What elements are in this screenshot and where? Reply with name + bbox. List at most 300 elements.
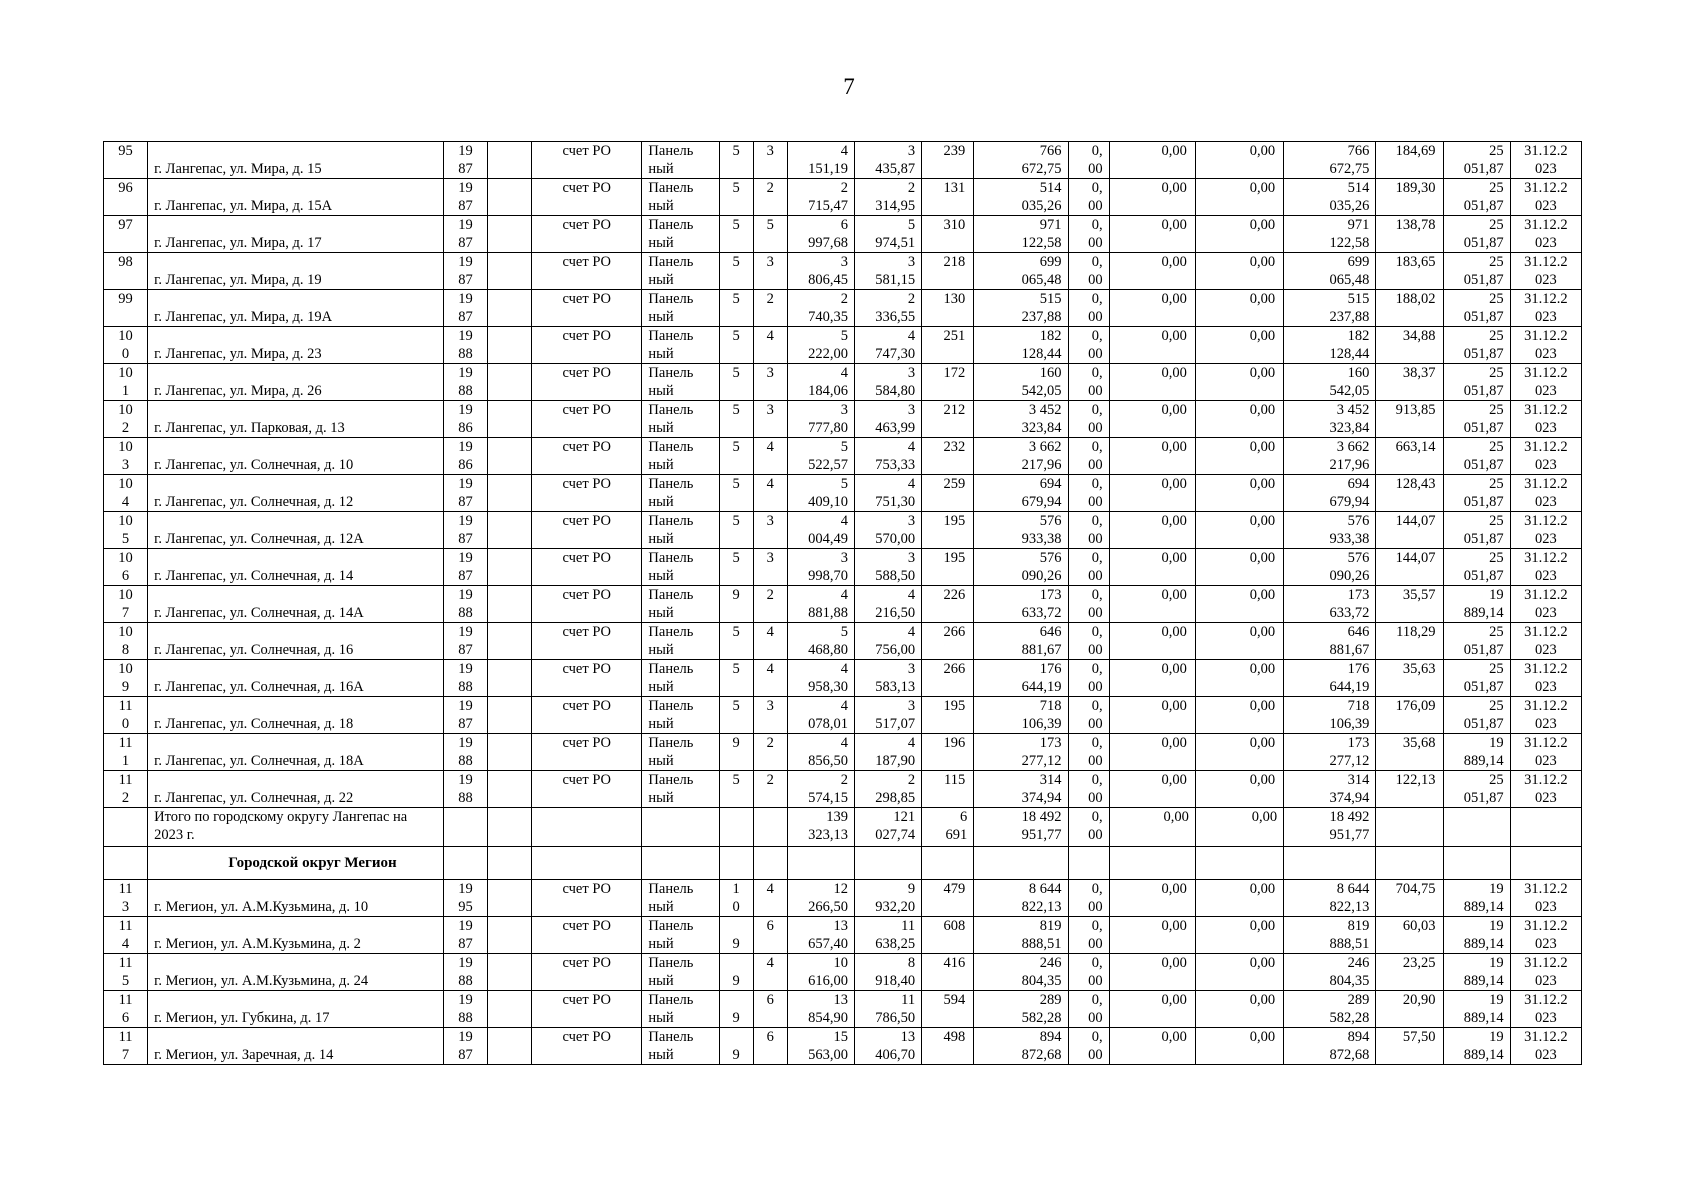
row-number: 10 4 — [104, 475, 148, 512]
table-row — [104, 327, 1582, 364]
total-area: 12 266,50 — [787, 880, 854, 917]
entrances: 4 — [753, 954, 787, 991]
fund-2: 0,00 — [1195, 364, 1283, 401]
fund-source: счет РО — [532, 364, 642, 401]
fund-2: 0,00 — [1195, 179, 1283, 216]
deadline: 31.12.2 023 — [1510, 512, 1581, 549]
deadline: 31.12.2 023 — [1510, 586, 1581, 623]
specific-cost: 118,29 — [1376, 623, 1444, 660]
repair-cost: 246 804,35 — [974, 954, 1068, 991]
living-area: 2 298,85 — [854, 771, 921, 808]
row-number: 11 2 — [104, 771, 148, 808]
entrances: 3 — [753, 512, 787, 549]
table-row — [104, 290, 1582, 327]
table-row — [104, 142, 1582, 179]
specific-cost: 913,85 — [1376, 401, 1444, 438]
entrances: 3 — [753, 549, 787, 586]
max-cost: 19 889,14 — [1444, 1028, 1510, 1065]
entrances: 4 — [753, 660, 787, 697]
wall-material: Панель ный — [642, 253, 719, 290]
floors: 9 — [719, 586, 753, 623]
entrances: 5 — [753, 216, 787, 253]
empty-cell — [488, 142, 532, 179]
table-body-total — [104, 808, 1582, 880]
repair-cost: 3 662 217,96 — [974, 438, 1068, 475]
fund-1: 0,00 — [1109, 475, 1195, 512]
table-row — [104, 660, 1582, 697]
owner-funds: 8 644 822,13 — [1284, 880, 1376, 917]
residents: 251 — [922, 327, 974, 364]
build-year: 19 86 — [443, 401, 487, 438]
total-area: 5 468,80 — [787, 623, 854, 660]
row-number: 11 7 — [104, 1028, 148, 1065]
max-cost: 25 051,87 — [1444, 327, 1510, 364]
fund-2: 0,00 — [1195, 991, 1283, 1028]
fund-2: 0,00 — [1195, 475, 1283, 512]
wall-material: Панель ный — [642, 549, 719, 586]
empty-cell — [488, 216, 532, 253]
address: г. Лангепас, ул. Мира, д. 23 — [148, 327, 444, 364]
owner-funds: 766 672,75 — [1284, 142, 1376, 179]
living-area: 5 974,51 — [854, 216, 921, 253]
wall-material: Панель ный — [642, 216, 719, 253]
residents: 130 — [922, 290, 974, 327]
fund-2: 0,00 — [1195, 697, 1283, 734]
floors: 5 — [719, 549, 753, 586]
table-row — [104, 623, 1582, 660]
empty-cell — [488, 880, 532, 917]
table-row — [104, 697, 1582, 734]
fund-1: 0,00 — [1109, 623, 1195, 660]
wall-material: Панель ный — [642, 142, 719, 179]
total-area: 15 563,00 — [787, 1028, 854, 1065]
total-living-area: 121 027,74 — [854, 808, 921, 847]
residents: 218 — [922, 253, 974, 290]
floors: 5 — [719, 697, 753, 734]
fund-source: счет РО — [532, 623, 642, 660]
fund-1: 0,00 — [1109, 917, 1195, 954]
entrances: 6 — [753, 991, 787, 1028]
residents: 498 — [922, 1028, 974, 1065]
specific-cost: 184,69 — [1376, 142, 1444, 179]
owner-funds: 160 542,05 — [1284, 364, 1376, 401]
total-area: 139 323,13 — [787, 808, 854, 847]
table-row — [104, 438, 1582, 475]
table-body-langepas — [104, 142, 1582, 808]
empty-cell — [488, 253, 532, 290]
deadline: 31.12.2 023 — [1510, 623, 1581, 660]
max-cost: 25 051,87 — [1444, 142, 1510, 179]
table-row — [104, 475, 1582, 512]
repair-cost: 576 090,26 — [974, 549, 1068, 586]
floors: 9 — [719, 1028, 753, 1065]
fund-2: 0,00 — [1195, 586, 1283, 623]
specific-cost: 138,78 — [1376, 216, 1444, 253]
table-row — [104, 512, 1582, 549]
fund-1: 0,00 — [1109, 364, 1195, 401]
zero-value: 0, 00 — [1068, 364, 1109, 401]
owner-funds: 699 065,48 — [1284, 253, 1376, 290]
owner-funds: 173 277,12 — [1284, 734, 1376, 771]
total-area: 3 777,80 — [787, 401, 854, 438]
total-area: 5 222,00 — [787, 327, 854, 364]
floors: 9 — [719, 954, 753, 991]
total-label: Итого по городскому округу Лангепас на 2023 г. — [148, 808, 444, 847]
entrances: 4 — [753, 327, 787, 364]
fund-2: 0,00 — [1195, 954, 1283, 991]
section-row — [104, 847, 1582, 880]
living-area: 4 756,00 — [854, 623, 921, 660]
floors: 5 — [719, 179, 753, 216]
zero-value: 0, 00 — [1068, 142, 1109, 179]
page-number: 7 — [843, 74, 855, 99]
build-year: 19 88 — [443, 364, 487, 401]
max-cost: 25 051,87 — [1444, 660, 1510, 697]
entrances: 6 — [753, 1028, 787, 1065]
residents: 195 — [922, 549, 974, 586]
fund-1: 0,00 — [1109, 586, 1195, 623]
specific-cost: 38,37 — [1376, 364, 1444, 401]
row-number: 10 0 — [104, 327, 148, 364]
specific-cost: 34,88 — [1376, 327, 1444, 364]
table-row — [104, 734, 1582, 771]
fund-1: 0,00 — [1109, 549, 1195, 586]
zero-value: 0, 00 — [1068, 734, 1109, 771]
deadline: 31.12.2 023 — [1510, 660, 1581, 697]
total-area: 6 997,68 — [787, 216, 854, 253]
row-number: 96 — [104, 179, 148, 216]
max-cost: 25 051,87 — [1444, 512, 1510, 549]
empty-cell — [488, 660, 532, 697]
repair-cost: 971 122,58 — [974, 216, 1068, 253]
repair-cost: 8 644 822,13 — [974, 880, 1068, 917]
owner-funds: 182 128,44 — [1284, 327, 1376, 364]
address: г. Мегион, ул. А.М.Кузьмина, д. 2 — [148, 917, 444, 954]
repair-cost: 515 237,88 — [974, 290, 1068, 327]
table-row — [104, 880, 1582, 917]
deadline: 31.12.2 023 — [1510, 991, 1581, 1028]
total-area: 4 184,06 — [787, 364, 854, 401]
fund-2: 0,00 — [1195, 771, 1283, 808]
address: г. Мегион, ул. Губкина, д. 17 — [148, 991, 444, 1028]
build-year: 19 87 — [443, 142, 487, 179]
table-row — [104, 586, 1582, 623]
living-area: 3 463,99 — [854, 401, 921, 438]
table-row — [104, 401, 1582, 438]
residents: 115 — [922, 771, 974, 808]
wall-material: Панель ный — [642, 179, 719, 216]
total-area: 2 574,15 — [787, 771, 854, 808]
address: г. Лангепас, ул. Солнечная, д. 12 — [148, 475, 444, 512]
row-number: 97 — [104, 216, 148, 253]
row-number: 11 6 — [104, 991, 148, 1028]
living-area: 2 314,95 — [854, 179, 921, 216]
empty-cell — [488, 475, 532, 512]
fund-2: 0,00 — [1195, 401, 1283, 438]
deadline: 31.12.2 023 — [1510, 438, 1581, 475]
build-year: 19 87 — [443, 216, 487, 253]
owner-funds: 971 122,58 — [1284, 216, 1376, 253]
address: г. Лангепас, ул. Парковая, д. 13 — [148, 401, 444, 438]
specific-cost: 704,75 — [1376, 880, 1444, 917]
build-year: 19 87 — [443, 475, 487, 512]
living-area: 4 216,50 — [854, 586, 921, 623]
total-fund-1: 0,00 — [1109, 808, 1195, 847]
total-area: 4 881,88 — [787, 586, 854, 623]
address: г. Лангепас, ул. Солнечная, д. 18 — [148, 697, 444, 734]
fund-source: счет РО — [532, 216, 642, 253]
empty-cell — [488, 623, 532, 660]
floors: 5 — [719, 401, 753, 438]
residents: 310 — [922, 216, 974, 253]
residents: 131 — [922, 179, 974, 216]
residents: 195 — [922, 697, 974, 734]
floors: 9 — [719, 734, 753, 771]
empty-cell — [488, 1028, 532, 1065]
residents: 172 — [922, 364, 974, 401]
deadline: 31.12.2 023 — [1510, 880, 1581, 917]
fund-1: 0,00 — [1109, 697, 1195, 734]
build-year: 19 87 — [443, 512, 487, 549]
fund-source: счет РО — [532, 253, 642, 290]
fund-2: 0,00 — [1195, 327, 1283, 364]
wall-material: Панель ный — [642, 954, 719, 991]
wall-material: Панель ный — [642, 771, 719, 808]
floors: 5 — [719, 623, 753, 660]
living-area: 4 753,33 — [854, 438, 921, 475]
deadline: 31.12.2 023 — [1510, 954, 1581, 991]
fund-2: 0,00 — [1195, 253, 1283, 290]
row-number: 10 6 — [104, 549, 148, 586]
empty-cell — [488, 290, 532, 327]
fund-2: 0,00 — [1195, 660, 1283, 697]
wall-material: Панель ный — [642, 512, 719, 549]
repair-cost: 176 644,19 — [974, 660, 1068, 697]
max-cost: 19 889,14 — [1444, 734, 1510, 771]
repair-cost: 646 881,67 — [974, 623, 1068, 660]
entrances: 2 — [753, 586, 787, 623]
entrances: 4 — [753, 438, 787, 475]
living-area: 9 932,20 — [854, 880, 921, 917]
max-cost: 25 051,87 — [1444, 216, 1510, 253]
address: г. Мегион, ул. А.М.Кузьмина, д. 24 — [148, 954, 444, 991]
repair-cost: 694 679,94 — [974, 475, 1068, 512]
build-year: 19 88 — [443, 660, 487, 697]
zero-value: 0, 00 — [1068, 290, 1109, 327]
max-cost: 19 889,14 — [1444, 880, 1510, 917]
living-area: 8 918,40 — [854, 954, 921, 991]
owner-funds: 515 237,88 — [1284, 290, 1376, 327]
zero-value: 0, 00 — [1068, 327, 1109, 364]
floors: 9 — [719, 991, 753, 1028]
owner-funds: 718 106,39 — [1284, 697, 1376, 734]
zero-value: 0, 00 — [1068, 549, 1109, 586]
residents: 239 — [922, 142, 974, 179]
fund-source: счет РО — [532, 771, 642, 808]
build-year: 19 88 — [443, 734, 487, 771]
total-owner-funds: 18 492 951,77 — [1284, 808, 1376, 847]
total-residents: 6 691 — [922, 808, 974, 847]
fund-source: счет РО — [532, 734, 642, 771]
max-cost: 19 889,14 — [1444, 917, 1510, 954]
total-area: 10 616,00 — [787, 954, 854, 991]
max-cost: 19 889,14 — [1444, 991, 1510, 1028]
repair-cost: 3 452 323,84 — [974, 401, 1068, 438]
residents: 266 — [922, 660, 974, 697]
max-cost: 25 051,87 — [1444, 549, 1510, 586]
total-area: 3 806,45 — [787, 253, 854, 290]
living-area: 3 435,87 — [854, 142, 921, 179]
owner-funds: 314 374,94 — [1284, 771, 1376, 808]
specific-cost: 176,09 — [1376, 697, 1444, 734]
fund-source: счет РО — [532, 142, 642, 179]
specific-cost: 189,30 — [1376, 179, 1444, 216]
table-row — [104, 917, 1582, 954]
address: г. Лангепас, ул. Солнечная, д. 14А — [148, 586, 444, 623]
entrances: 4 — [753, 475, 787, 512]
row-number: 10 1 — [104, 364, 148, 401]
row-number: 10 8 — [104, 623, 148, 660]
build-year: 19 95 — [443, 880, 487, 917]
register-table — [103, 141, 1582, 1065]
deadline: 31.12.2 023 — [1510, 364, 1581, 401]
specific-cost: 23,25 — [1376, 954, 1444, 991]
address: г. Лангепас, ул. Мира, д. 15А — [148, 179, 444, 216]
total-area: 13 657,40 — [787, 917, 854, 954]
table-row — [104, 954, 1582, 991]
fund-source: счет РО — [532, 475, 642, 512]
fund-2: 0,00 — [1195, 290, 1283, 327]
row-number: 11 1 — [104, 734, 148, 771]
repair-cost: 314 374,94 — [974, 771, 1068, 808]
living-area: 3 584,80 — [854, 364, 921, 401]
owner-funds: 173 633,72 — [1284, 586, 1376, 623]
zero-value: 0, 00 — [1068, 771, 1109, 808]
fund-1: 0,00 — [1109, 880, 1195, 917]
floors: 5 — [719, 771, 753, 808]
fund-source: счет РО — [532, 512, 642, 549]
max-cost: 25 051,87 — [1444, 364, 1510, 401]
build-year: 19 88 — [443, 991, 487, 1028]
living-area: 4 747,30 — [854, 327, 921, 364]
repair-cost: 766 672,75 — [974, 142, 1068, 179]
entrances: 3 — [753, 364, 787, 401]
fund-source: счет РО — [532, 290, 642, 327]
total-area: 5 409,10 — [787, 475, 854, 512]
specific-cost: 144,07 — [1376, 512, 1444, 549]
living-area: 4 187,90 — [854, 734, 921, 771]
deadline: 31.12.2 023 — [1510, 142, 1581, 179]
repair-cost: 819 888,51 — [974, 917, 1068, 954]
zero-value: 0, 00 — [1068, 991, 1109, 1028]
zero-value: 0, 00 — [1068, 179, 1109, 216]
deadline: 31.12.2 023 — [1510, 216, 1581, 253]
specific-cost: 122,13 — [1376, 771, 1444, 808]
total-area: 4 078,01 — [787, 697, 854, 734]
specific-cost: 35,63 — [1376, 660, 1444, 697]
residents: 479 — [922, 880, 974, 917]
fund-2: 0,00 — [1195, 142, 1283, 179]
wall-material: Панель ный — [642, 734, 719, 771]
entrances: 3 — [753, 142, 787, 179]
max-cost: 25 051,87 — [1444, 438, 1510, 475]
repair-cost: 289 582,28 — [974, 991, 1068, 1028]
address: г. Лангепас, ул. Мира, д. 26 — [148, 364, 444, 401]
specific-cost: 663,14 — [1376, 438, 1444, 475]
row-number: 98 — [104, 253, 148, 290]
row-number: 10 9 — [104, 660, 148, 697]
empty-cell — [488, 734, 532, 771]
total-fund-2: 0,00 — [1195, 808, 1283, 847]
build-year: 19 87 — [443, 623, 487, 660]
entrances: 3 — [753, 253, 787, 290]
zero-value: 0, 00 — [1068, 401, 1109, 438]
total-area: 4 856,50 — [787, 734, 854, 771]
table-body-megion — [104, 880, 1582, 1065]
build-year: 19 88 — [443, 586, 487, 623]
wall-material: Панель ный — [642, 917, 719, 954]
address: г. Лангепас, ул. Мира, д. 19А — [148, 290, 444, 327]
max-cost: 25 051,87 — [1444, 623, 1510, 660]
max-cost: 25 051,87 — [1444, 290, 1510, 327]
table-row — [104, 364, 1582, 401]
living-area: 13 406,70 — [854, 1028, 921, 1065]
specific-cost: 144,07 — [1376, 549, 1444, 586]
floors: 5 — [719, 253, 753, 290]
residents: 608 — [922, 917, 974, 954]
address: г. Лангепас, ул. Солнечная, д. 12А — [148, 512, 444, 549]
owner-funds: 894 872,68 — [1284, 1028, 1376, 1065]
residents: 226 — [922, 586, 974, 623]
entrances: 6 — [753, 917, 787, 954]
living-area: 3 588,50 — [854, 549, 921, 586]
total-area: 4 958,30 — [787, 660, 854, 697]
entrances: 2 — [753, 290, 787, 327]
row-number: 11 3 — [104, 880, 148, 917]
living-area: 2 336,55 — [854, 290, 921, 327]
zero-value: 0, 00 — [1068, 216, 1109, 253]
empty-cell — [488, 954, 532, 991]
fund-1: 0,00 — [1109, 290, 1195, 327]
build-year: 19 88 — [443, 327, 487, 364]
owner-funds: 3 452 323,84 — [1284, 401, 1376, 438]
zero-value: 0, 00 — [1068, 1028, 1109, 1065]
address: г. Лангепас, ул. Солнечная, д. 16 — [148, 623, 444, 660]
fund-1: 0,00 — [1109, 512, 1195, 549]
zero-value: 0, 00 — [1068, 660, 1109, 697]
floors: 5 — [719, 327, 753, 364]
address: г. Лангепас, ул. Солнечная, д. 16А — [148, 660, 444, 697]
wall-material: Панель ный — [642, 991, 719, 1028]
repair-cost: 173 277,12 — [974, 734, 1068, 771]
residents: 212 — [922, 401, 974, 438]
fund-2: 0,00 — [1195, 438, 1283, 475]
fund-source: счет РО — [532, 954, 642, 991]
fund-source: счет РО — [532, 880, 642, 917]
deadline: 31.12.2 023 — [1510, 253, 1581, 290]
repair-cost: 182 128,44 — [974, 327, 1068, 364]
build-year: 19 86 — [443, 438, 487, 475]
table-row — [104, 1028, 1582, 1065]
row-number: 10 5 — [104, 512, 148, 549]
build-year: 19 87 — [443, 179, 487, 216]
wall-material: Панель ный — [642, 586, 719, 623]
fund-1: 0,00 — [1109, 142, 1195, 179]
floors: 9 — [719, 917, 753, 954]
repair-cost: 576 933,38 — [974, 512, 1068, 549]
address: г. Лангепас, ул. Солнечная, д. 18А — [148, 734, 444, 771]
build-year: 19 87 — [443, 290, 487, 327]
